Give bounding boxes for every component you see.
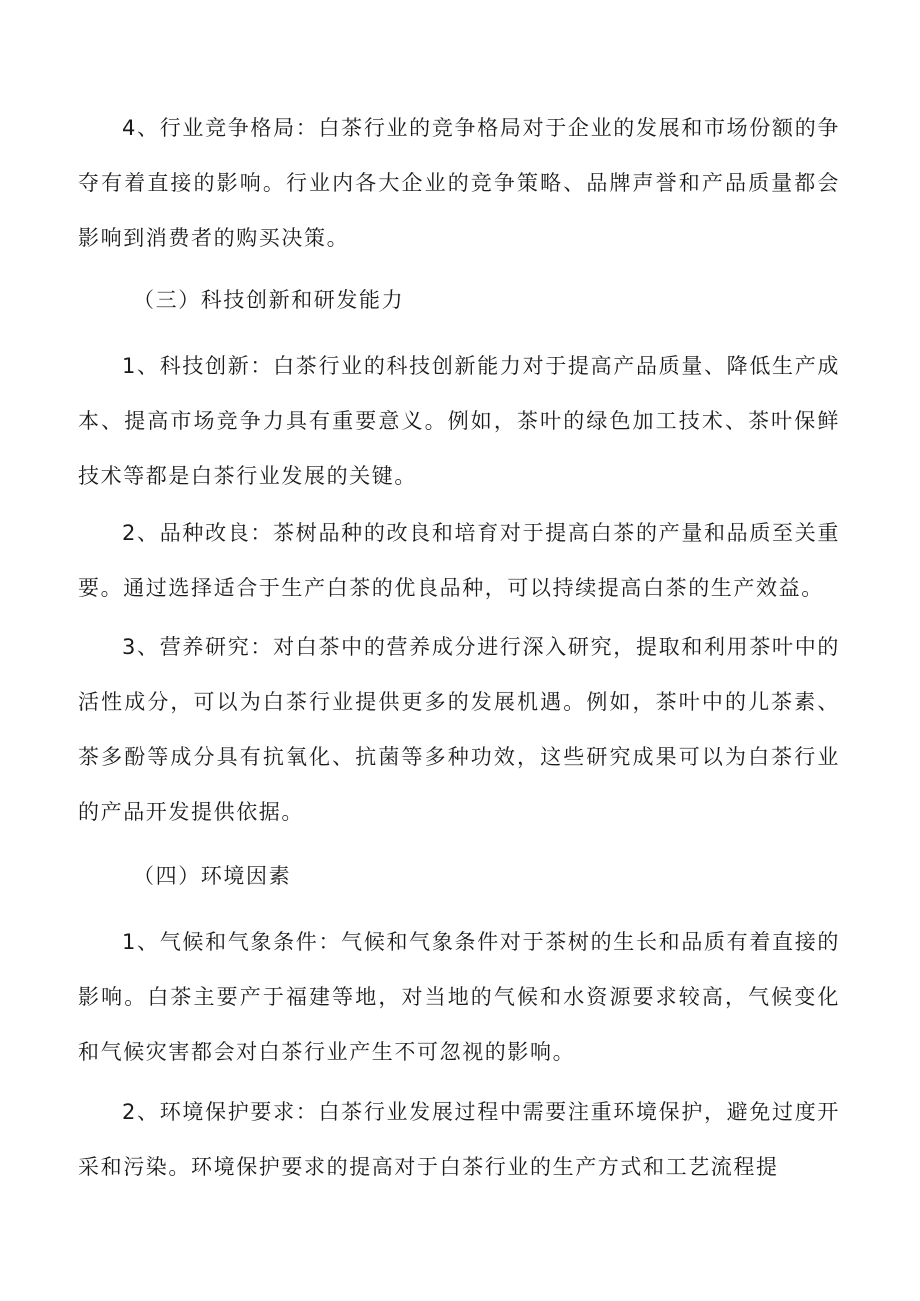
section-heading-tech-innovation: （三）科技创新和研发能力	[133, 288, 405, 312]
paragraph-nutrition-research: 3、营养研究：对白茶中的营养成分进行深入研究，提取和利用茶叶中的活性成分，可以为白茶行业提供更多的发展机遇。例如，茶叶中的儿茶素、茶多酚等成分具有抗氧化、抗菌等多种功效，这些研究成果可以为白茶行业的产品开发提供依据。	[78, 635, 840, 824]
paragraph-tech-innovation: 1、科技创新：白茶行业的科技创新能力对于提高产品质量、降低生产成本、提高市场竞争力具有重要意义。例如，茶叶的绿色加工技术、茶叶保鲜技术等都是白茶行业发展的关键。	[78, 354, 840, 488]
paragraph-climate-conditions: 1、气候和气象条件：气候和气象条件对于茶树的生长和品质有着直接的影响。白茶主要产于福建等地，对当地的气候和水资源要求较高，气候变化和气候灾害都会对白茶行业产生不可忽视的影响。	[78, 930, 840, 1064]
paragraph-environmental-protection: 2、环境保护要求：白茶行业发展过程中需要注重环境保护，避免过度开采和污染。环境保护要求的提高对于白茶行业的生产方式和工艺流程提	[78, 1100, 840, 1179]
paragraph-variety-improvement: 2、品种改良：茶树品种的改良和培育对于提高白茶的产量和品质至关重要。通过选择适合于生产白茶的优良品种，可以持续提高白茶的生产效益。	[78, 521, 840, 600]
paragraph-industry-competition: 4、行业竞争格局：白茶行业的竞争格局对于企业的发展和市场份额的争夺有着直接的影响。行业内各大企业的竞争策略、品牌声誉和产品质量都会影响到消费者的购买决策。	[78, 116, 840, 250]
section-heading-environment: （四）环境因素	[133, 864, 292, 888]
